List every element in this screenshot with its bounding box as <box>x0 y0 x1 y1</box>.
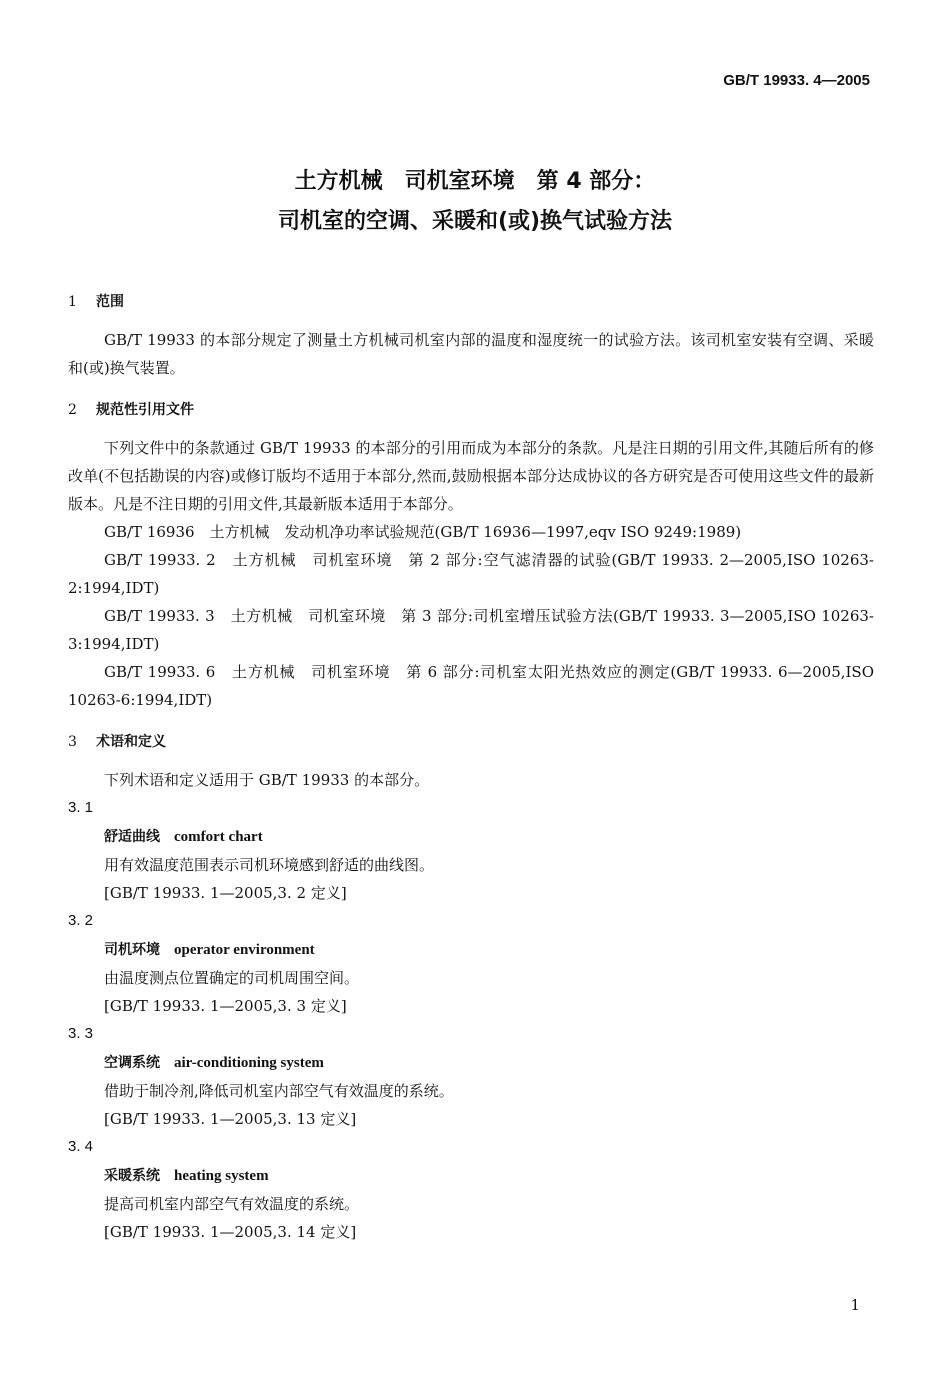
term-number: 3. 4 <box>68 1138 94 1155</box>
term-entry <box>68 1161 874 1246</box>
term-number: 3. 3 <box>68 1025 94 1042</box>
term-name-en: comfort chart <box>174 829 263 845</box>
reference-item: GB/T 19933. 6 土方机械 司机室环境 第 6 部分:司机室太阳光热效应的测定(GB/T 19933. 6—2005,ISO 10263-6:1994,IDT) <box>68 663 874 709</box>
term-number: 3. 2 <box>68 912 94 929</box>
term-name-cn: 采暖系统 <box>104 1168 160 1184</box>
term-name-en: heating system <box>174 1168 269 1184</box>
term-entry <box>68 935 874 1020</box>
term-source: [GB/T 19933. 1—2005,3. 2 定义] <box>104 884 347 902</box>
section-2-text: 下列文件中的条款通过 GB/T 19933 的本部分的引用而成为本部分的条款。凡是注日期的引用文件,其随后所有的修改单(不包括勘误的内容)或修订版均不适用于本部分,然而,鼓励根据本部分达成协议的各方研究是否可使用这些文件的最新版本。凡是不注日期的引用文件,其最新版本适用于本部分。 <box>68 439 874 513</box>
reference-item: GB/T 19933. 2 土方机械 司机室环境 第 2 部分:空气滤清器的试验(GB/T 19933. 2—2005,ISO 10263-2:1994,IDT) <box>68 551 874 597</box>
term-definition: 借助于制冷剂,降低司机室内部空气有效温度的系统。 <box>104 1082 454 1100</box>
title-line-1: 土方机械 司机室环境 第 4 部分： <box>294 169 656 194</box>
term-entry <box>68 1048 874 1133</box>
section-3-heading <box>68 728 874 756</box>
section-number: 1 <box>68 294 77 310</box>
section-title: 规范性引用文件 <box>96 402 194 418</box>
term-entry <box>68 822 874 907</box>
page-number: 1 <box>850 1296 860 1314</box>
section-3-text: 下列术语和定义适用于 GB/T 19933 的本部分。 <box>104 771 430 789</box>
term-number: 3. 1 <box>68 799 94 816</box>
term-source: [GB/T 19933. 1—2005,3. 13 定义] <box>104 1110 357 1128</box>
section-title: 术语和定义 <box>96 734 166 750</box>
term-definition: 提高司机室内部空气有效温度的系统。 <box>104 1195 360 1213</box>
term-source: [GB/T 19933. 1—2005,3. 14 定义] <box>104 1223 357 1241</box>
term-name-en: air-conditioning system <box>174 1055 324 1071</box>
standard-code: GB/T 19933. 4—2005 <box>723 72 870 89</box>
section-1-text: GB/T 19933 的本部分规定了测量土方机械司机室内部的温度和湿度统一的试验方法。该司机室安装有空调、采暖和(或)换气装置。 <box>68 331 874 377</box>
term-source: [GB/T 19933. 1—2005,3. 3 定义] <box>104 997 347 1015</box>
document-title <box>0 162 950 242</box>
reference-item: GB/T 19933. 3 土方机械 司机室环境 第 3 部分:司机室增压试验方法(GB/T 19933. 3—2005,ISO 10263-3:1994,IDT) <box>68 607 874 653</box>
term-definition: 用有效温度范围表示司机环境感到舒适的曲线图。 <box>104 856 435 874</box>
document-body <box>68 288 874 1246</box>
section-number: 3 <box>68 734 77 750</box>
term-name-en: operator environment <box>174 942 315 958</box>
section-title: 范围 <box>96 294 124 310</box>
title-line-2: 司机室的空调、采暖和(或)换气试验方法 <box>277 209 673 234</box>
term-name-cn: 空调系统 <box>104 1055 160 1071</box>
section-number: 2 <box>68 402 77 418</box>
term-name-cn: 舒适曲线 <box>104 829 160 845</box>
term-name-cn: 司机环境 <box>104 942 160 958</box>
term-definition: 由温度测点位置确定的司机周围空间。 <box>104 969 360 987</box>
section-1-heading <box>68 288 874 316</box>
section-2-heading <box>68 396 874 424</box>
reference-item: GB/T 16936 土方机械 发动机净功率试验规范(GB/T 16936—1997,eqv ISO 9249:1989) <box>104 523 742 541</box>
